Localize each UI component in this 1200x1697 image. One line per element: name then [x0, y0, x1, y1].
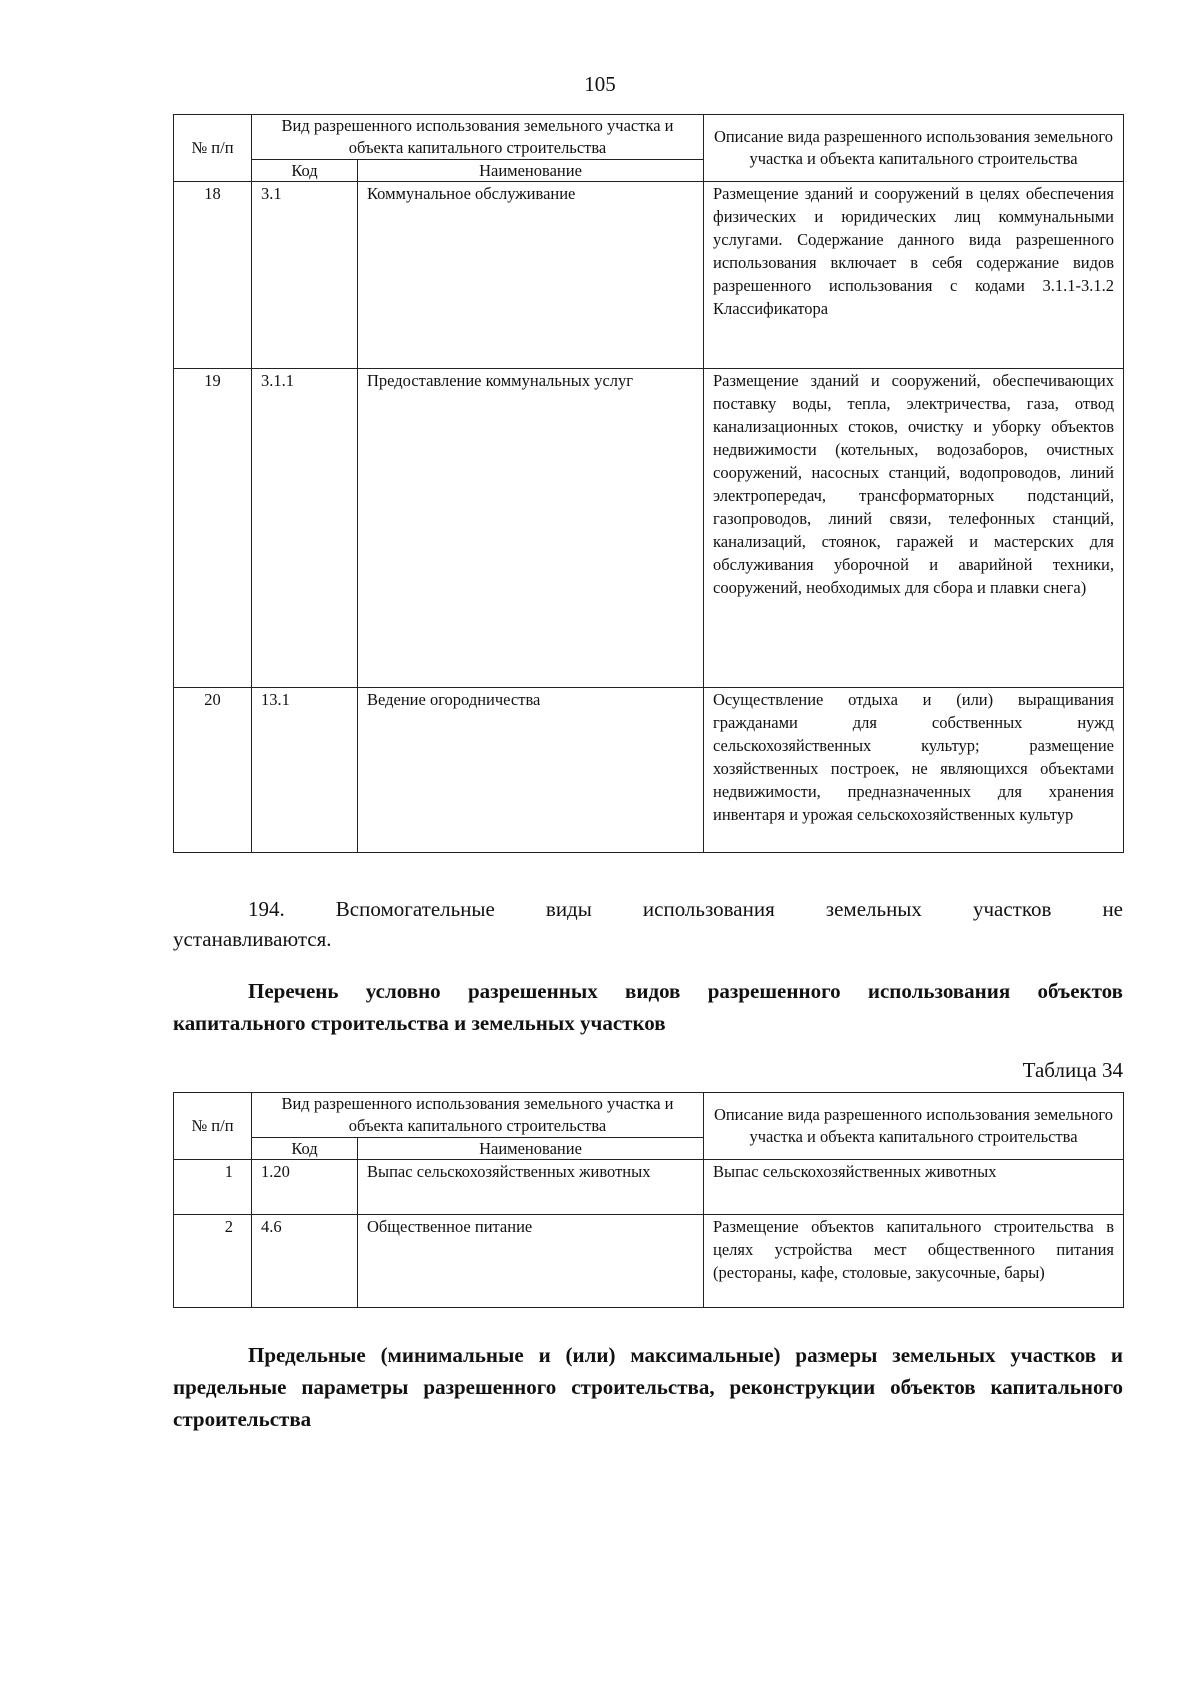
table-row: [174, 1215, 1124, 1308]
header-type-group: Вид разрешенного использования земельного участка и объекта капитального строительства: [252, 115, 704, 160]
header-num: № п/п: [174, 1093, 252, 1160]
table-row: [174, 182, 1124, 369]
row-code: 3.1.1: [252, 369, 358, 688]
row-name: Выпас сельскохозяйственных животных: [358, 1160, 704, 1215]
row-description: Выпас сельскохозяйственных животных: [704, 1160, 1124, 1215]
row-code: 13.1: [252, 688, 358, 853]
section-heading-conditional-uses: Перечень условно разрешенных видов разрешенного использования объектов капитального строительства и земельных участков: [173, 979, 1123, 1035]
header-name: Наименование: [358, 160, 704, 182]
header-code: Код: [252, 160, 358, 182]
row-code: 4.6: [252, 1215, 358, 1308]
section-heading-limits: Предельные (минимальные и (или) максимальные) размеры земельных участков и предельные параметры разрешенного строительства, реконструкции объектов капитального строительства: [173, 1343, 1123, 1431]
row-description: Размещение зданий и сооружений в целях обеспечения физических и юридических лиц коммунальными услугами. Содержание данного вида разрешенного использования включает в себя содержание видов разрешенного использования с кодами 3.1.1-3.1.2 Классификатора: [704, 182, 1124, 369]
table-row: [174, 688, 1124, 853]
row-num: 19: [174, 369, 252, 688]
row-name: Коммунальное обслуживание: [358, 182, 704, 369]
table-row: [174, 1160, 1124, 1215]
row-num: 20: [174, 688, 252, 853]
header-description: Описание вида разрешенного использования земельного участка и объекта капитального строительства: [704, 115, 1124, 182]
header-num: № п/п: [174, 115, 252, 182]
row-num: 1: [174, 1160, 252, 1215]
row-code: 3.1: [252, 182, 358, 369]
header-code: Код: [252, 1138, 358, 1160]
conditional-use-table: [173, 1092, 1124, 1308]
permitted-use-table-continuation: [173, 114, 1124, 853]
row-num: 18: [174, 182, 252, 369]
table-caption: Таблица 34: [1022, 1058, 1123, 1082]
row-name: Ведение огородничества: [358, 688, 704, 853]
paragraph-194: [173, 894, 1123, 954]
header-type-group: Вид разрешенного использования земельного участка и объекта капитального строительства: [252, 1093, 704, 1138]
row-description: Размещение объектов капитального строительства в целях устройства мест общественного питания (рестораны, кафе, столовые, закусочные, бары): [704, 1215, 1124, 1308]
row-num: 2: [174, 1215, 252, 1308]
row-description: Осуществление отдыха и (или) выращивания гражданами для собственных нужд сельскохозяйственных культур; размещение хозяйственных построек, не являющихся объектами недвижимости, предназначенных для хранения инвентаря и урожая сельскохозяйственных культур: [704, 688, 1124, 853]
page-number: 105: [584, 72, 616, 96]
paragraph-194-line2: устанавливаются.: [173, 927, 332, 951]
header-name: Наименование: [358, 1138, 704, 1160]
row-name: Общественное питание: [358, 1215, 704, 1308]
header-description: Описание вида разрешенного использования земельного участка и объекта капитального строительства: [704, 1093, 1124, 1160]
paragraph-194-line1: 194. Вспомогательные виды использования земельных участков не: [248, 897, 1123, 921]
row-description: Размещение зданий и сооружений, обеспечивающих поставку воды, тепла, электричества, газа, отвод канализационных стоков, очистку и уборку объектов недвижимости (котельных, водозаборов, очистных сооружений, насосных станций, водопроводов, линий электропередач, трансформаторных подстанций, газопроводов, линий связи, телефонных станций, канализаций, стоянок, гаражей и мастерских для обслуживания уборочной и аварийной техники, сооружений, необходимых для сбора и плавки снега): [704, 369, 1124, 688]
row-code: 1.20: [252, 1160, 358, 1215]
row-name: Предоставление коммунальных услуг: [358, 369, 704, 688]
table-row: [174, 369, 1124, 688]
